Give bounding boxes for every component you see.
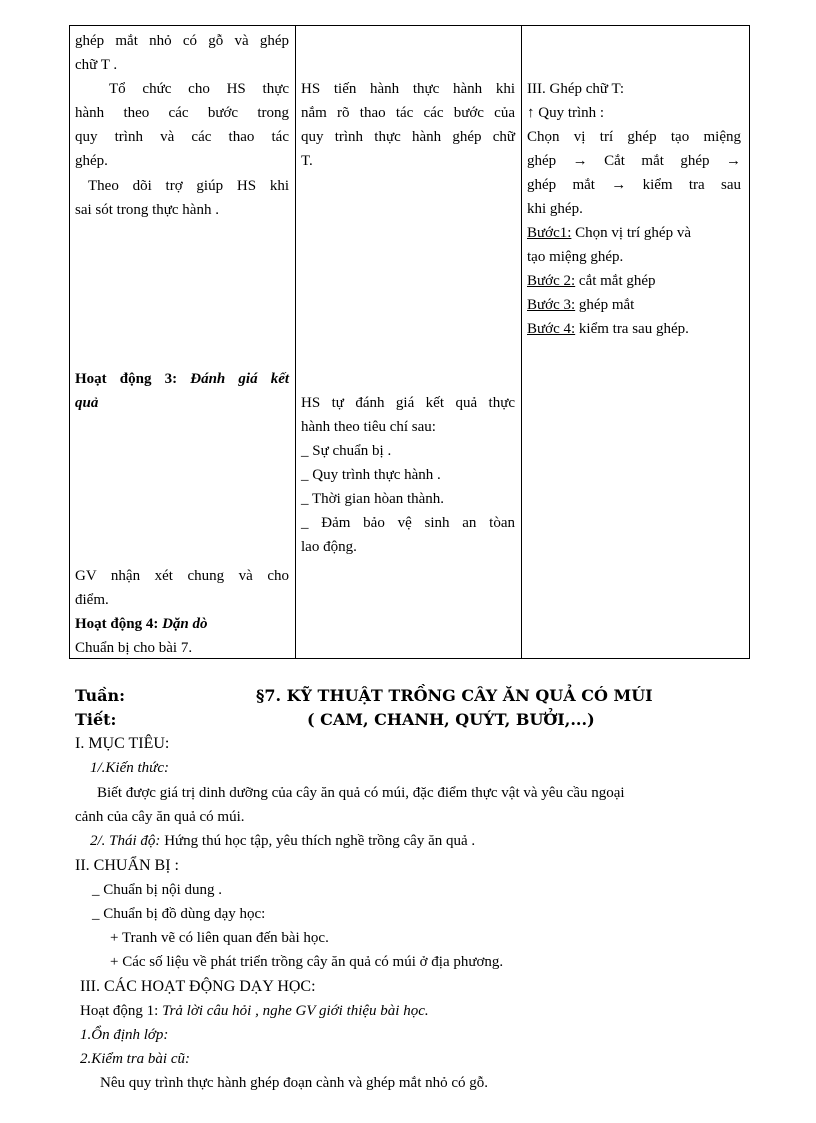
activity3-label: Hoạt động 3: <box>75 371 178 387</box>
prep-item: _ Chuẩn bị đồ dùng dạy học: <box>92 906 266 922</box>
section-heading: III. Ghép chữ T: <box>527 81 625 97</box>
text-line: khi ghép. <box>527 201 583 217</box>
text-line: ghép. <box>75 153 108 169</box>
step-label: Bước 3: <box>527 297 576 313</box>
text-line: nắm rõ thao tác các bước của <box>301 105 515 121</box>
step-label: Bước 2: <box>527 273 576 289</box>
col2-self-eval <box>301 391 515 559</box>
step-label: Bước1: <box>527 225 572 241</box>
activity3-title: Đánh giá kết <box>190 371 290 387</box>
col3-content <box>527 77 741 341</box>
activity1-text: Trả lời câu hỏi , nghe GV giới thiệu bài học. <box>158 1003 429 1019</box>
step-1 <box>527 221 741 245</box>
lesson-subtitle: ( CAM, CHANH, QUÝT, BƯỞI,...) <box>307 710 595 729</box>
period-label: Tiết: <box>75 710 117 729</box>
step-3 <box>527 293 741 317</box>
table-divider-1 <box>295 25 296 659</box>
text-line: điểm. <box>75 592 109 608</box>
activity3-title-cont: quả <box>75 395 99 411</box>
text-line: hành theo các bước trong <box>75 105 289 121</box>
text-line: Chuẩn bị cho bài 7. <box>75 640 193 656</box>
prep-sub-item: + Các số liệu về phát triển trồng cây ăn quả có múi ở địa phương. <box>110 954 504 970</box>
text-line: quy trình và các thao tác <box>75 129 289 145</box>
stabilize-class: 1.Ổn định lớp: <box>80 1027 169 1043</box>
activities-heading: III. CÁC HOẠT ĐỘNG DẠY HỌC: <box>80 978 316 995</box>
text-line: T. <box>301 153 313 169</box>
review-question: Nêu quy trình thực hành ghép đoạn cành và ghép mắt nhỏ có gỗ. <box>100 1075 489 1091</box>
prep-item: _ Chuẩn bị nội dung . <box>92 882 222 898</box>
knowledge-text: Biết được giá trị dinh dưỡng của cây ăn quả có múi, đặc điểm thực vật và yêu cầu ngoại <box>97 785 625 801</box>
step-label: Bước 4: <box>527 321 576 337</box>
step-text: cắt mắt ghép <box>575 273 656 289</box>
text-line: HS tiến hành thực hành khi <box>301 81 515 97</box>
text-line: quy trình thực hành ghép chữ <box>301 129 515 145</box>
text-line: ghép mắt → kiểm tra sau <box>527 177 741 193</box>
text-line: HS tự đánh giá kết quả thực <box>301 395 515 411</box>
process-label: ↑ Quy trình : <box>527 105 605 121</box>
text-line: Tổ chức cho HS thực <box>109 81 289 97</box>
step-1-cont <box>527 245 741 269</box>
text-line: Theo dõi trợ giúp HS khi <box>88 178 289 194</box>
text-line: Chọn vị trí ghép tạo miệng <box>527 129 741 145</box>
step-2 <box>527 269 741 293</box>
text-line: GV nhận xét chung và cho <box>75 568 289 584</box>
step-text: Chọn vị trí ghép và <box>571 225 691 241</box>
text-line: sai sót trong thực hành . <box>75 202 219 218</box>
text-line: hành theo tiêu chí sau: <box>301 419 436 435</box>
step-text: kiểm tra sau ghép. <box>575 321 689 337</box>
activity1-label: Hoạt động 1: <box>80 1003 159 1019</box>
col2-practice <box>301 77 515 173</box>
activity4-heading <box>75 612 289 636</box>
text-line: ghép mắt nhỏ có gỗ và ghép <box>75 33 289 49</box>
attitude-label: 2/. Thái độ: <box>90 833 161 849</box>
attitude <box>90 833 475 850</box>
step-text: tạo miệng ghép. <box>527 249 624 265</box>
col1-top <box>75 29 289 77</box>
prep-heading: II. CHUẨN BỊ : <box>75 857 179 874</box>
table-border-top <box>69 25 750 26</box>
activity4-label: Hoạt động 4: <box>75 616 159 632</box>
table-border-left <box>69 25 70 659</box>
check-old-lesson: 2.Kiểm tra bài cũ: <box>80 1051 190 1067</box>
activity1 <box>80 1003 429 1020</box>
activity3-heading <box>75 367 289 415</box>
text-line <box>75 367 289 391</box>
table-border-right <box>749 25 750 659</box>
col1-gv-comment <box>75 564 289 660</box>
knowledge-text-cont: cảnh của cây ăn quả có múi. <box>75 809 245 825</box>
text-line: ghép → Cắt mắt ghép → <box>527 153 741 169</box>
lesson-title: §7. KỸ THUẬT TRỒNG CÂY ĂN QUẢ CÓ MÚI <box>256 686 653 705</box>
criteria-item: _ Thời gian hòan thành. <box>301 491 445 507</box>
criteria-item: lao động. <box>301 539 357 555</box>
criteria-item: _ Quy trình thực hành . <box>301 467 441 483</box>
col1-monitor <box>75 174 289 222</box>
activity4-title: Dặn dò <box>162 616 208 632</box>
knowledge-label: 1/.Kiến thức: <box>90 760 169 776</box>
attitude-text: Hứng thú học tập, yêu thích nghề trồng cây ăn quả . <box>160 833 476 849</box>
prep-sub-item: + Tranh vẽ có liên quan đến bài học. <box>110 930 329 946</box>
criteria-item: _ Sự chuẩn bị . <box>301 443 392 459</box>
col1-organize <box>75 77 289 173</box>
criteria-item: _ Đảm bảo vệ sinh an tòan <box>301 515 515 531</box>
text-line: chữ T . <box>75 57 118 73</box>
objectives-heading: I. MỤC TIÊU: <box>75 735 170 752</box>
table-divider-2 <box>521 25 522 659</box>
week-label: Tuần: <box>75 686 125 705</box>
step-text: ghép mắt <box>575 297 635 313</box>
step-4 <box>527 317 741 341</box>
